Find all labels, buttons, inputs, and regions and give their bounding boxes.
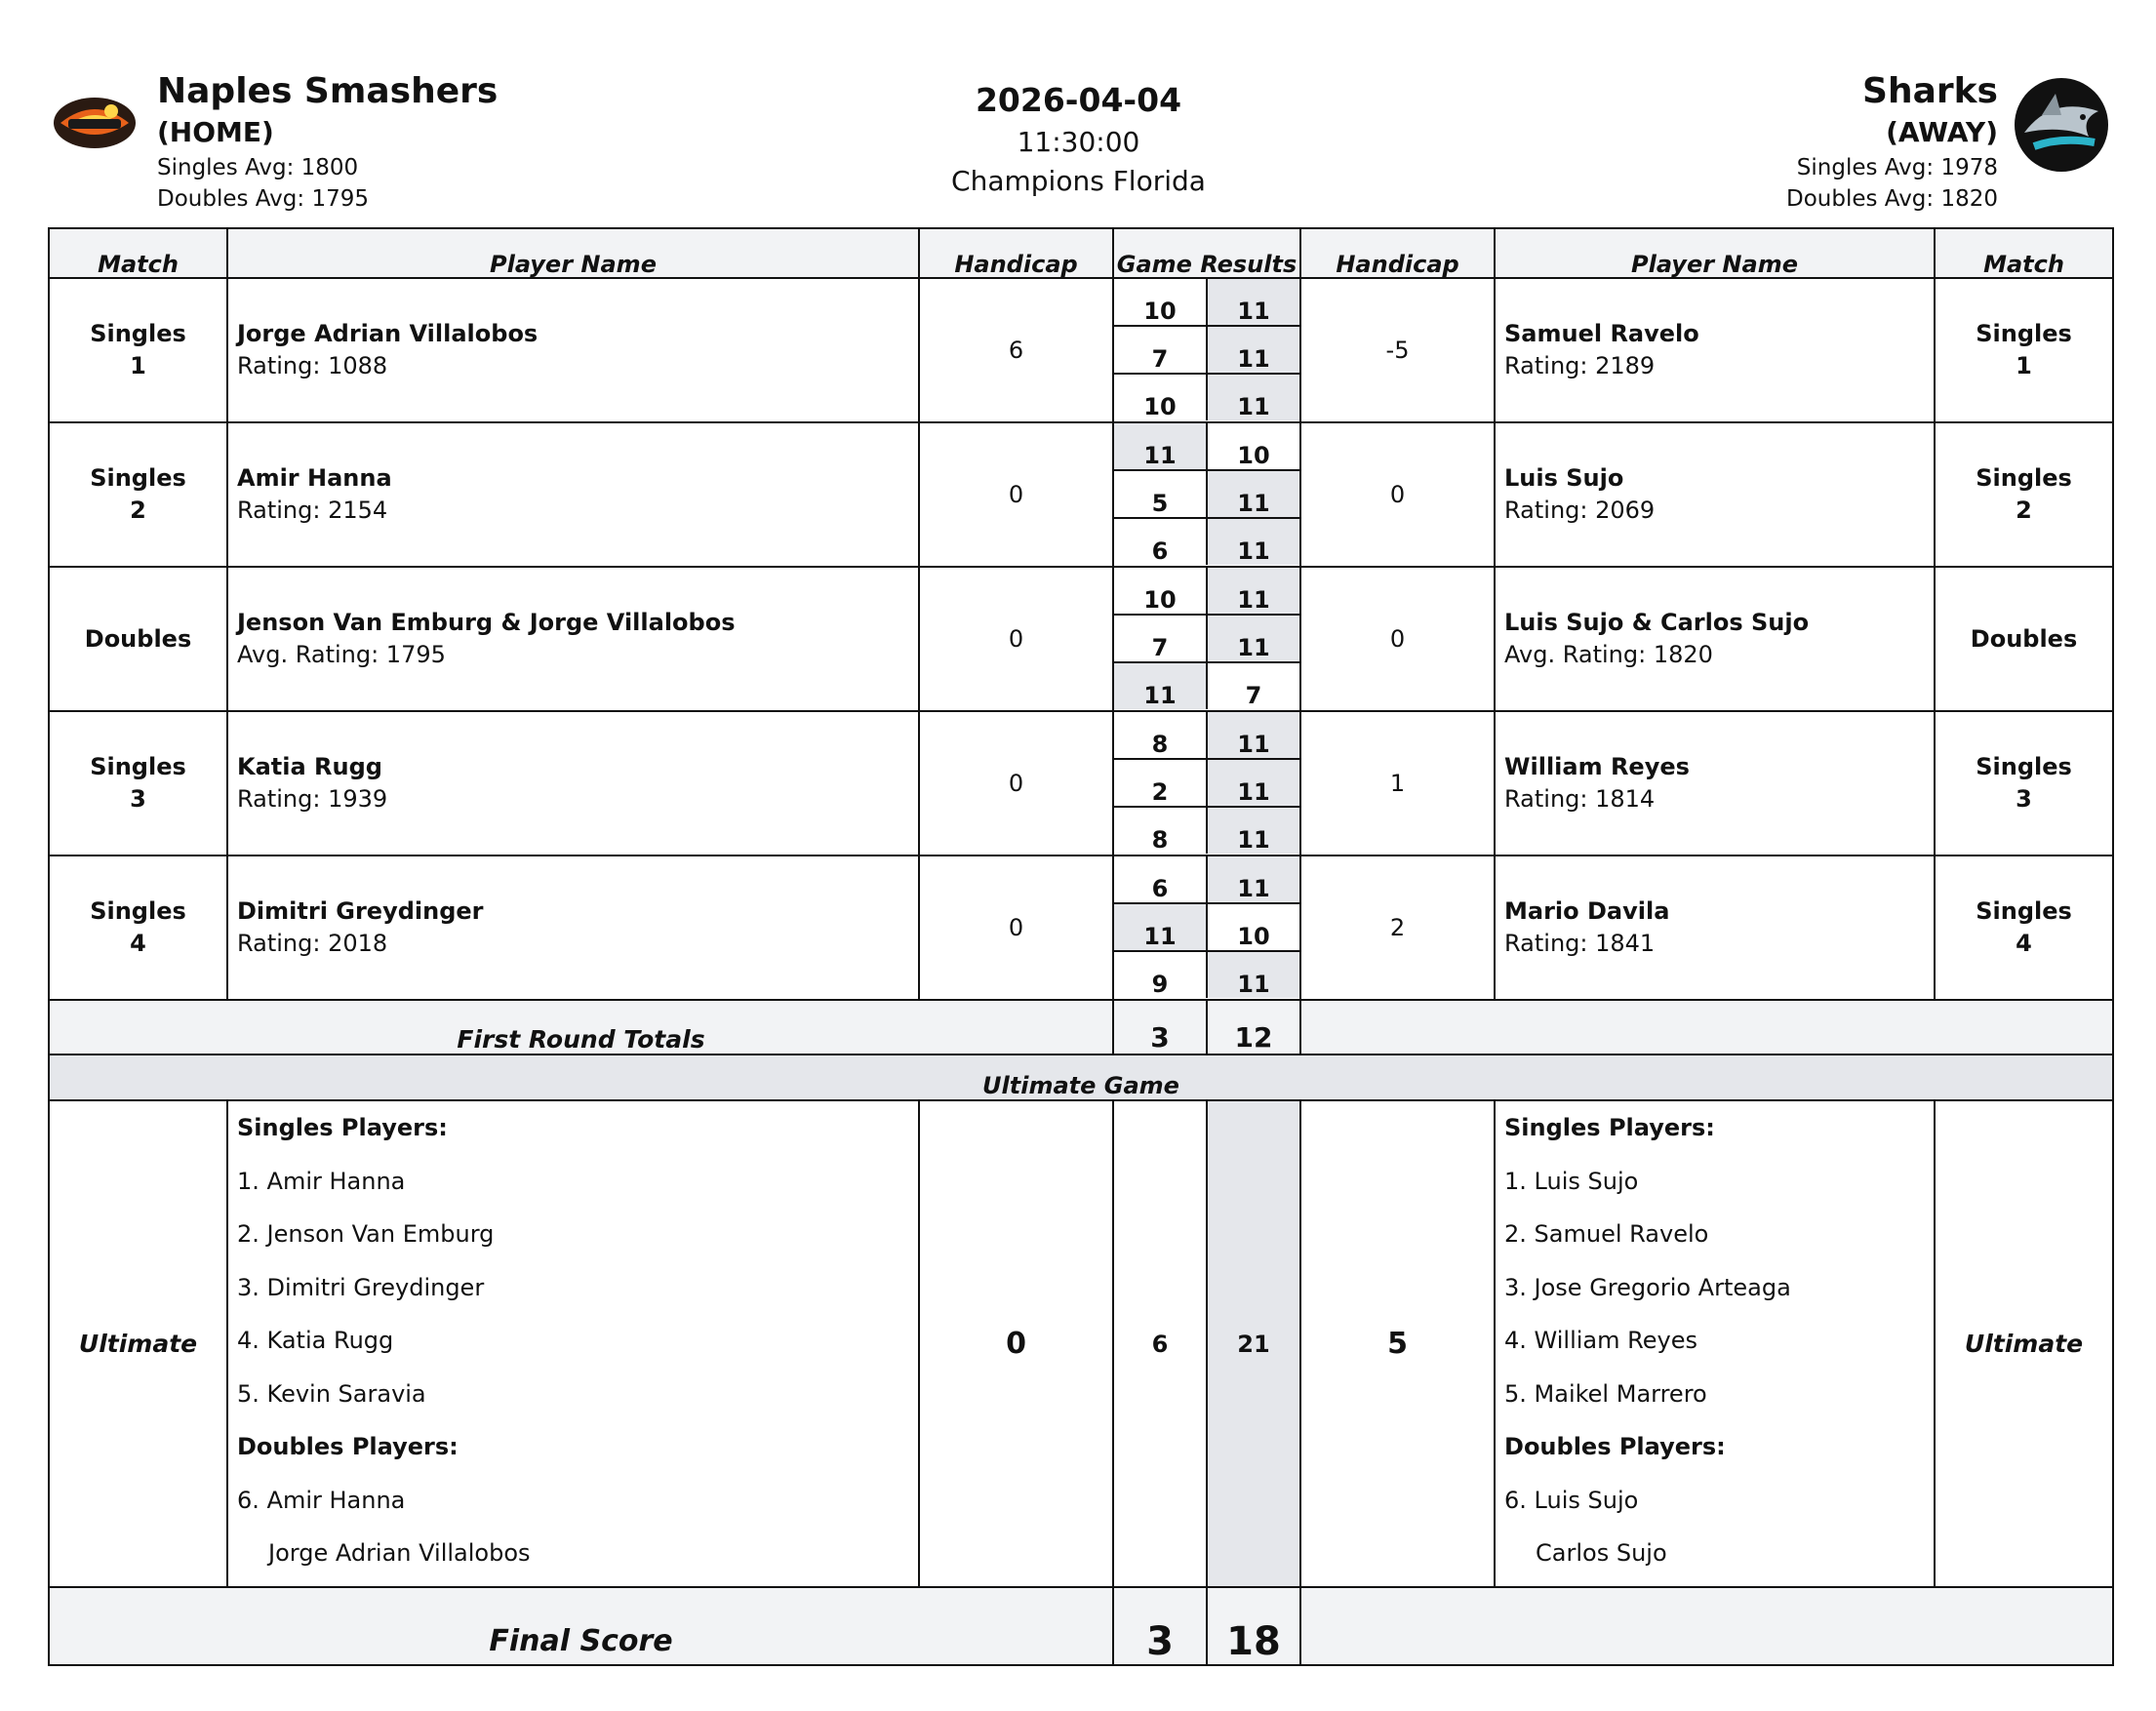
away-match-label: [1935, 567, 2113, 711]
col-away-match: Match: [1935, 228, 2113, 278]
away-singles-player: 5. Maikel Marrero: [1504, 1379, 1707, 1408]
final-score-row: [49, 1587, 2113, 1665]
home-player-rating: Rating: 2018: [237, 930, 388, 957]
away-player-rating: Avg. Rating: 1820: [1504, 641, 1713, 668]
first-round-away-total: 12: [1207, 1000, 1300, 1054]
home-singles-player: 2. Jenson Van Emburg: [237, 1220, 495, 1248]
away-team-info: [1786, 70, 1998, 215]
score-table: [48, 227, 2114, 1666]
away-handicap: 1: [1300, 711, 1495, 856]
game-home-score: 7: [1114, 615, 1207, 662]
match-row: [49, 278, 2113, 422]
away-player-name: Mario Davila: [1504, 897, 1670, 925]
game-away-score: 11: [1207, 807, 1299, 854]
home-doubles-player: 6. Amir Hanna: [237, 1486, 406, 1514]
away-handicap: 0: [1300, 567, 1495, 711]
away-match-number: 1: [2016, 352, 2032, 379]
scoresheet-header: [47, 60, 2110, 226]
away-singles-player: 4. William Reyes: [1504, 1327, 1697, 1354]
game-away-score: 11: [1207, 326, 1299, 374]
col-game-results: Game Results: [1113, 228, 1300, 278]
home-match-number: 2: [130, 497, 146, 524]
away-handicap: 0: [1300, 422, 1495, 567]
away-match-label: [1935, 278, 2113, 422]
game-home-score: 10: [1114, 374, 1207, 420]
ultimate-home-match: Ultimate: [49, 1100, 227, 1587]
ultimate-away-score: 21: [1207, 1100, 1300, 1587]
game-results: [1113, 711, 1300, 856]
ultimate-home-score: 6: [1113, 1100, 1207, 1587]
home-doubles-player: Jorge Adrian Villalobos: [268, 1539, 531, 1567]
away-player-rating: Rating: 2189: [1504, 352, 1656, 379]
away-player-rating: Rating: 1841: [1504, 930, 1656, 957]
home-handicap: 0: [919, 422, 1113, 567]
game-home-score: 11: [1114, 903, 1207, 951]
home-player-cell: [227, 711, 919, 856]
away-match-type: Singles: [1976, 464, 2072, 492]
match-row: [49, 422, 2113, 567]
home-player-cell: [227, 567, 919, 711]
home-player-name: Dimitri Greydinger: [237, 897, 484, 925]
game-away-score: 11: [1207, 615, 1299, 662]
home-match-type: Singles: [90, 897, 186, 925]
home-match-type: Doubles: [84, 624, 192, 653]
away-player-rating: Rating: 1814: [1504, 785, 1656, 813]
game-results: [1113, 567, 1300, 711]
away-match-number: 4: [2016, 930, 2032, 957]
home-handicap: 0: [919, 856, 1113, 1000]
event-date: 2026-04-04: [975, 81, 1182, 119]
first-round-home-total: 3: [1113, 1000, 1207, 1054]
away-match-type: Singles: [1976, 897, 2072, 925]
home-player-rating: Avg. Rating: 1795: [237, 641, 446, 668]
away-player-cell: [1495, 422, 1935, 567]
ultimate-row: [49, 1100, 2113, 1587]
home-player-name: Jorge Adrian Villalobos: [237, 320, 539, 347]
final-away-score: 18: [1207, 1587, 1300, 1665]
home-match-label: [49, 422, 227, 567]
table-header-row: [49, 228, 2113, 278]
game-home-score: 10: [1114, 279, 1207, 326]
home-singles-player: 1. Amir Hanna: [237, 1167, 406, 1195]
home-player-name: Jenson Van Emburg & Jorge Villalobos: [237, 609, 736, 636]
game-home-score: 5: [1114, 470, 1207, 518]
home-player-name: Katia Rugg: [237, 753, 382, 780]
home-player-rating: Rating: 1939: [237, 785, 388, 813]
game-away-score: 11: [1207, 518, 1299, 565]
home-handicap: 6: [919, 278, 1113, 422]
game-away-score: 11: [1207, 279, 1299, 326]
game-home-score: 9: [1114, 951, 1207, 998]
away-match-label: [1935, 422, 2113, 567]
away-singles-player: 2. Samuel Ravelo: [1504, 1220, 1709, 1248]
game-away-score: 10: [1207, 903, 1299, 951]
home-match-number: 3: [130, 785, 146, 813]
match-row: [49, 567, 2113, 711]
match-row: [49, 856, 2113, 1000]
home-match-number: 1: [130, 352, 146, 379]
home-match-number: 4: [130, 930, 146, 957]
home-player-cell: [227, 856, 919, 1000]
home-team-side: (HOME): [157, 116, 274, 148]
ultimate-home-handicap: 0: [919, 1100, 1113, 1587]
away-player-cell: [1495, 711, 1935, 856]
game-away-score: 11: [1207, 568, 1299, 615]
ultimate-title-row: [49, 1054, 2113, 1100]
col-away-player: Player Name: [1495, 228, 1935, 278]
game-away-score: 11: [1207, 759, 1299, 807]
home-match-label: [49, 711, 227, 856]
away-player-cell: [1495, 278, 1935, 422]
away-match-number: 2: [2016, 497, 2032, 524]
home-player-name: Amir Hanna: [237, 464, 392, 492]
home-match-type: Singles: [90, 464, 186, 492]
game-home-score: 8: [1114, 712, 1207, 759]
away-match-label: [1935, 856, 2113, 1000]
first-round-label: First Round Totals: [49, 1000, 1113, 1054]
match-row: [49, 711, 2113, 856]
col-home-handicap: Handicap: [919, 228, 1113, 278]
game-away-score: 11: [1207, 374, 1299, 420]
game-home-score: 11: [1114, 423, 1207, 470]
home-match-label: [49, 856, 227, 1000]
away-team-side: (AWAY): [1886, 116, 1998, 148]
game-home-score: 8: [1114, 807, 1207, 854]
col-away-handicap: Handicap: [1300, 228, 1495, 278]
away-doubles-player: Carlos Sujo: [1536, 1539, 1667, 1567]
away-match-number: 3: [2016, 785, 2032, 813]
game-away-score: 7: [1207, 662, 1299, 709]
away-singles-player: 1. Luis Sujo: [1504, 1167, 1639, 1195]
home-match-label: [49, 567, 227, 711]
first-round-blank: [1300, 1000, 2113, 1054]
away-doubles-avg: Doubles Avg: 1820: [1786, 186, 1998, 212]
away-player-name: Luis Sujo & Carlos Sujo: [1504, 609, 1810, 636]
home-singles-player: 4. Katia Rugg: [237, 1327, 394, 1354]
away-player-rating: Rating: 2069: [1504, 497, 1656, 524]
home-team-name: Naples Smashers: [157, 71, 499, 111]
home-singles-player: 5. Kevin Saravia: [237, 1379, 426, 1408]
final-score-label: Final Score: [49, 1587, 1113, 1665]
home-player-cell: [227, 422, 919, 567]
away-match-label: [1935, 711, 2113, 856]
ultimate-title: Ultimate Game: [49, 1054, 2113, 1100]
away-player-cell: [1495, 856, 1935, 1000]
game-home-score: 6: [1114, 518, 1207, 565]
away-singles-header: Singles Players:: [1504, 1114, 1715, 1141]
home-player-rating: Rating: 1088: [237, 352, 388, 379]
game-home-score: 11: [1114, 662, 1207, 709]
game-away-score: 11: [1207, 470, 1299, 518]
home-match-type: Singles: [90, 753, 186, 780]
game-home-score: 6: [1114, 856, 1207, 903]
ultimate-home-players: [227, 1100, 919, 1587]
away-player-name: William Reyes: [1504, 753, 1690, 780]
away-player-name: Samuel Ravelo: [1504, 320, 1699, 347]
away-player-name: Luis Sujo: [1504, 464, 1624, 492]
home-singles-header: Singles Players:: [237, 1114, 448, 1141]
away-team-logo: [2013, 76, 2110, 174]
game-away-score: 11: [1207, 712, 1299, 759]
game-home-score: 2: [1114, 759, 1207, 807]
game-home-score: 10: [1114, 568, 1207, 615]
home-doubles-avg: Doubles Avg: 1795: [157, 186, 369, 212]
game-home-score: 7: [1114, 326, 1207, 374]
game-away-score: 11: [1207, 951, 1299, 998]
away-match-type: Singles: [1976, 753, 2072, 780]
home-player-cell: [227, 278, 919, 422]
home-match-label: [49, 278, 227, 422]
ultimate-away-players: [1495, 1100, 1935, 1587]
home-handicap: 0: [919, 567, 1113, 711]
away-handicap: 2: [1300, 856, 1495, 1000]
away-singles-player: 3. Jose Gregorio Arteaga: [1504, 1273, 1791, 1301]
col-home-player: Player Name: [227, 228, 919, 278]
home-handicap: 0: [919, 711, 1113, 856]
away-doubles-header: Doubles Players:: [1504, 1433, 1726, 1460]
home-match-type: Singles: [90, 320, 186, 347]
away-match-type: Doubles: [1970, 624, 2078, 653]
away-match-type: Singles: [1976, 320, 2072, 347]
event-venue: Champions Florida: [951, 165, 1206, 197]
event-time: 11:30:00: [1017, 126, 1140, 158]
col-home-match: Match: [49, 228, 227, 278]
game-away-score: 11: [1207, 856, 1299, 903]
home-singles-player: 3. Dimitri Greydinger: [237, 1273, 485, 1301]
away-singles-avg: Singles Avg: 1978: [1796, 155, 1998, 180]
home-singles-avg: Singles Avg: 1800: [157, 155, 359, 180]
home-doubles-header: Doubles Players:: [237, 1433, 459, 1460]
away-team-name: Sharks: [1862, 71, 1998, 111]
away-handicap: -5: [1300, 278, 1495, 422]
game-results: [1113, 856, 1300, 1000]
home-player-rating: Rating: 2154: [237, 497, 388, 524]
away-doubles-player: 6. Luis Sujo: [1504, 1486, 1639, 1514]
game-results: [1113, 422, 1300, 567]
final-home-score: 3: [1113, 1587, 1207, 1665]
ultimate-away-match: Ultimate: [1935, 1100, 2113, 1587]
game-away-score: 10: [1237, 442, 1270, 469]
game-results: [1113, 278, 1300, 422]
final-blank: [1300, 1587, 2113, 1665]
ultimate-away-handicap: 5: [1300, 1100, 1495, 1587]
away-player-cell: [1495, 567, 1935, 711]
first-round-totals-row: [49, 1000, 2113, 1054]
